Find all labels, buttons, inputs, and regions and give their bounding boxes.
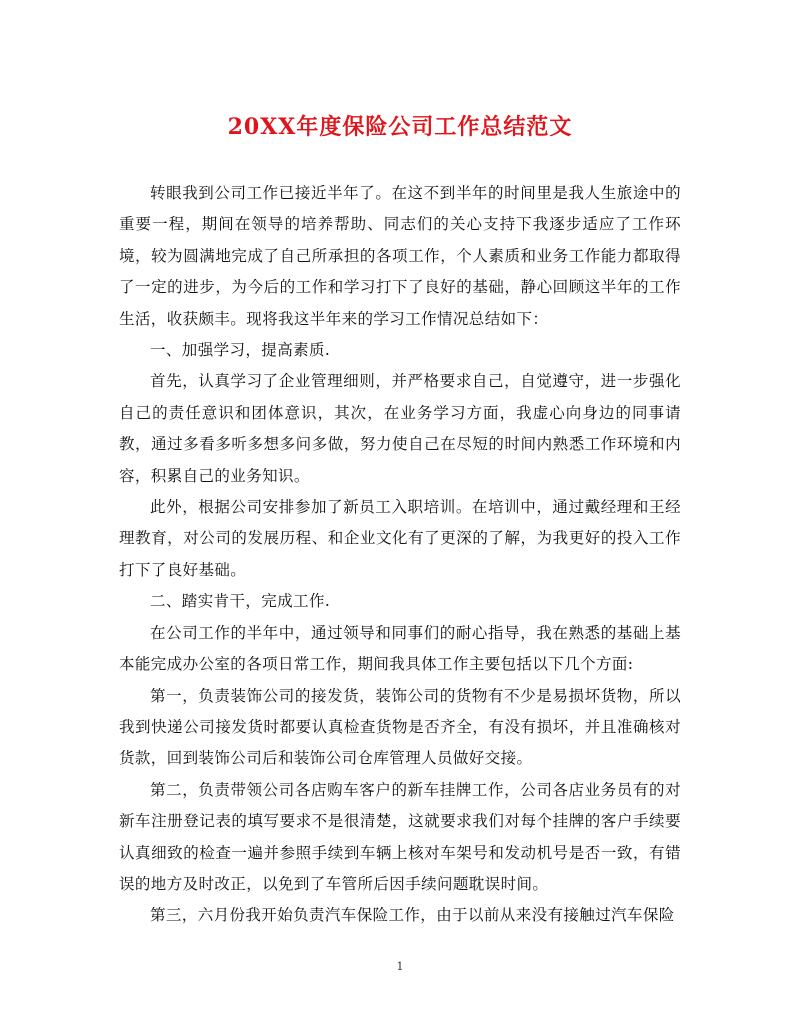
section-heading-1: 一、加强学习，提高素质. [150,341,331,360]
paragraph-study: 首先，认真学习了企业管理细则，并严格要求自己，自觉遵守，进一步强化自己的责任意识和团体意识，其次，在业务学习方面，我虚心向身边的同事请教，通过多看多听多想多问多做，努力使自己在尽短的时间内熟悉工作环境和内容，积累自己的业务知识。 [119,372,681,485]
paragraph-work-second: 第二，负责带领公司各店购车客户的新车挂牌工作，公司各店业务员有的对新车注册登记表的填写要求不是很清楚，这就要求我们对每个挂牌的客户手续要认真细致的检查一遍并参照手续到车辆上核对车架号和发动机号是否一致，有错误的地方及时改正，以免到了车管所后因手续问题耽误时间。 [119,780,681,893]
page-number: 1 [396,960,404,973]
section-heading-2: 二、踏实肯干，完成工作. [150,592,331,611]
paragraph-work-overview: 在公司工作的半年中，通过领导和同事们的耐心指导，我在熟悉的基础上基本能完成办公室的各项日常工作，期间我具体工作主要包括以下几个方面: [119,623,681,674]
paragraph-work-third: 第三，六月份我开始负责汽车保险工作，由于以前从来没有接触过汽车保险 [150,906,675,925]
paragraph-work-first: 第一，负责装饰公司的接发货，装饰公司的货物有不少是易损坏货物，所以我到快递公司接发货时都要认真检查货物是否齐全，有没有损坏，并且准确核对货款，回到装饰公司后和装饰公司仓库管理人员做好交接。 [119,686,681,768]
paragraph-training: 此外，根据公司安排参加了新员工入职培训。在培训中，通过戴经理和王经理教育，对公司的发展历程、和企业文化有了更深的了解，为我更好的投入工作打下了良好基础。 [119,498,681,579]
paragraph-intro: 转眼我到公司工作已接近半年了。在这不到半年的时间里是我人生旅途中的重要一程，期间在领导的培养帮助、同志们的关心支持下我逐步适应了工作环境，较为圆满地完成了自己所承担的各项工作，个人素质和业务工作能力都取得了一定的进步，为今后的工作和学习打下了良好的基础，静心回顾这半年的工作生活，收获颇丰。现将我这半年来的学习工作情况总结如下： [119,184,681,328]
document-title: 20XX年度保险公司工作总结范文 [227,114,573,140]
document-body [119,178,681,932]
